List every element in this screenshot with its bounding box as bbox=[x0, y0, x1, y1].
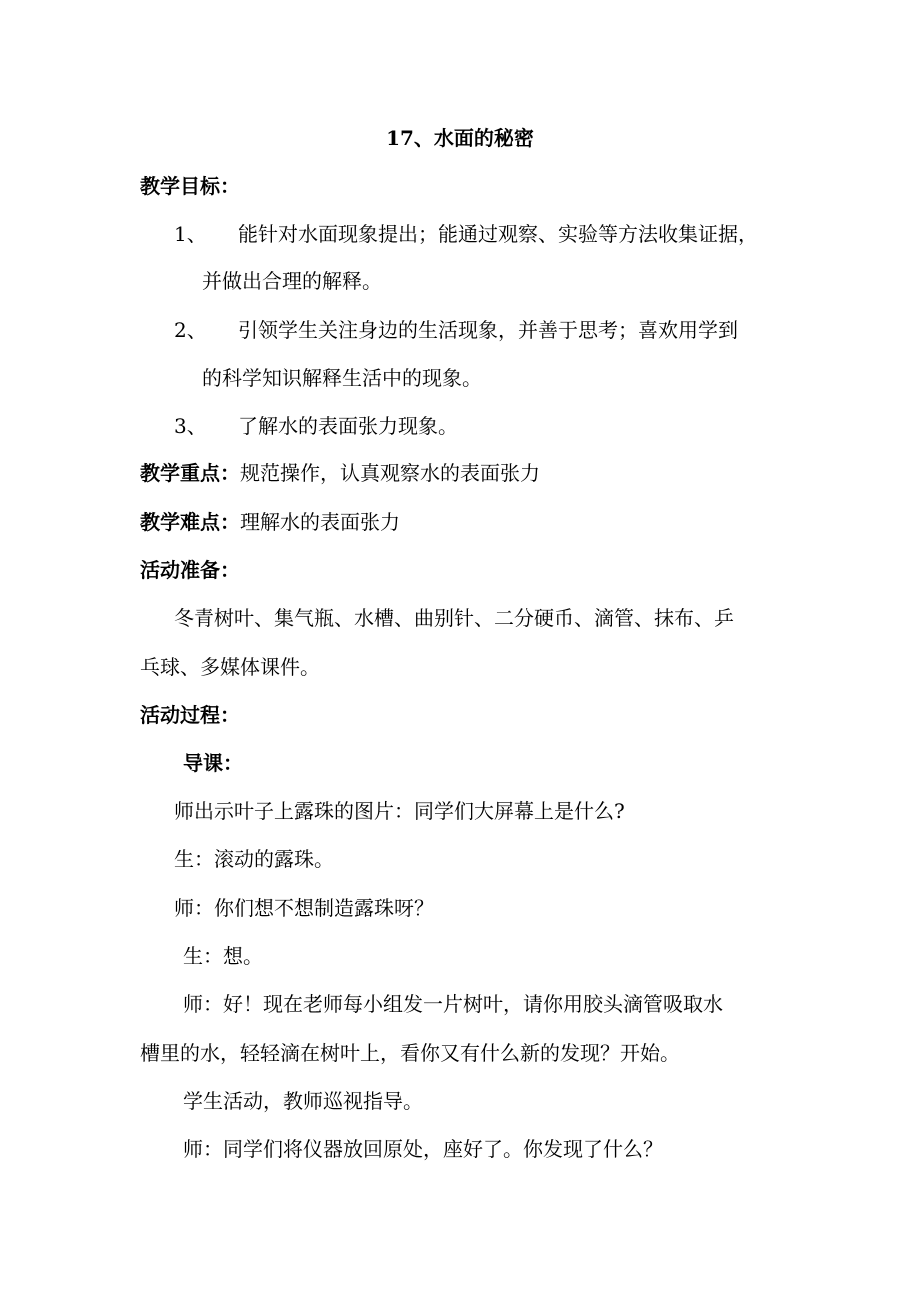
dialogue-line-6: 槽里的水，轻轻滴在树叶上，看你又有什么新的发现？开始。 bbox=[140, 1041, 680, 1065]
document-title: 17、水面的秘密 bbox=[386, 126, 534, 150]
intro-heading: 导课： bbox=[183, 751, 243, 775]
objective-2-text-line1: 引领学生关注身边的生活现象，并善于思考；喜欢用学到 bbox=[238, 318, 738, 342]
dialogue-line-8: 师：同学们将仪器放回原处，座好了。你发现了什么？ bbox=[183, 1137, 663, 1161]
key-point-label: 教学重点： bbox=[140, 461, 240, 485]
objective-2-text-line2: 的科学知识解释生活中的现象。 bbox=[202, 366, 482, 390]
difficulty-text: 理解水的表面张力 bbox=[240, 510, 400, 534]
objective-1-text-line2: 并做出合理的解释。 bbox=[202, 269, 382, 293]
difficulty-label: 教学难点： bbox=[140, 510, 240, 534]
key-point-text: 规范操作，认真观察水的表面张力 bbox=[240, 461, 540, 485]
objective-3 bbox=[174, 414, 458, 438]
preparation-line2: 乓球、多媒体课件。 bbox=[140, 655, 320, 679]
difficulty bbox=[140, 510, 400, 534]
dialogue-line-1: 师出示叶子上露珠的图片：同学们大屏幕上是什么? bbox=[174, 799, 625, 823]
process-heading: 活动过程： bbox=[140, 703, 240, 727]
objective-2-number: 2、 bbox=[174, 318, 207, 342]
objective-2 bbox=[174, 318, 738, 342]
objective-1-text-line1: 能针对水面现象提出；能通过观察、实验等方法收集证据， bbox=[238, 222, 758, 246]
objective-3-text-line1: 了解水的表面张力现象。 bbox=[238, 414, 458, 438]
objective-3-number: 3、 bbox=[174, 414, 207, 438]
dialogue-line-5: 师：好！现在老师每小组发一片树叶，请你用胶头滴管吸取水 bbox=[183, 992, 723, 1016]
objectives-heading: 教学目标： bbox=[140, 174, 240, 198]
objective-1-number: 1、 bbox=[174, 222, 207, 246]
dialogue-line-3: 师：你们想不想制造露珠呀？ bbox=[174, 896, 434, 920]
preparation-heading: 活动准备： bbox=[140, 558, 240, 582]
dialogue-line-7: 学生活动，教师巡视指导。 bbox=[183, 1089, 423, 1113]
dialogue-line-2: 生：滚动的露珠。 bbox=[174, 847, 334, 871]
preparation-line1: 冬青树叶、集气瓶、水槽、曲别针、二分硬币、滴管、抹布、乒 bbox=[174, 606, 734, 630]
key-point bbox=[140, 461, 540, 485]
dialogue-line-4: 生：想。 bbox=[183, 944, 263, 968]
objective-1 bbox=[174, 222, 758, 246]
